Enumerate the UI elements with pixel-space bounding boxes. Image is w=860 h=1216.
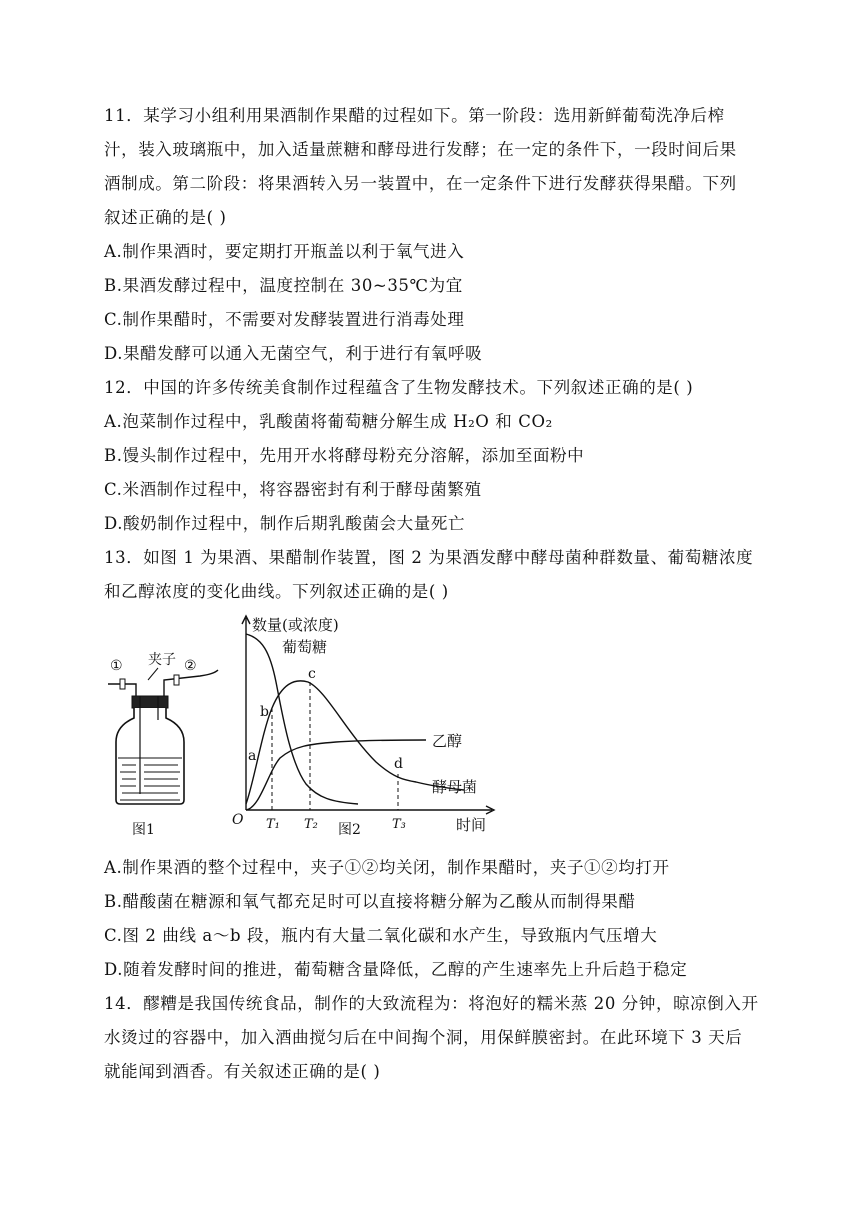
- origin-label: O: [232, 812, 244, 828]
- y-axis-label: 数量(或浓度): [252, 616, 339, 634]
- q11-option-b: B.果酒发酵过程中，温度控制在 30~35℃为宜: [104, 276, 463, 295]
- tube-2-label: ②: [184, 658, 197, 674]
- q11-stem-line-3: 酒制成。第二阶段：将果酒转入另一装置中，在一定条件下进行发酵获得果醋。下列: [104, 174, 737, 193]
- clip-label: 夹子: [148, 652, 176, 668]
- q13-option-b: B.醋酸菌在糖源和氧气都充足时可以直接将糖分解为乙酸从而制得果醋: [104, 892, 636, 911]
- q14-stem-line-1: 14．醪糟是我国传统食品，制作的大致流程为：将泡好的糯米蒸 20 分钟，晾凉倒入开: [104, 994, 759, 1013]
- point-a-label: a: [248, 748, 257, 764]
- q13-option-d: D.随着发酵时间的推进，葡萄糖含量降低，乙醇的产生速率先上升后趋于稳定: [104, 960, 688, 979]
- q12-option-b: B.馒头制作过程中，先用开水将酵母粉充分溶解，添加至面粉中: [104, 446, 585, 465]
- q14-stem-line-2: 水烫过的容器中，加入酒曲搅匀后在中间掏个洞，用保鲜膜密封。在此环境下 3 天后: [104, 1028, 743, 1047]
- q13-option-a: A.制作果酒的整个过程中，夹子①②均关闭，制作果醋时，夹子①②均打开: [104, 858, 670, 877]
- ethanol-label: 乙醇: [432, 732, 463, 750]
- q12-option-c: C.米酒制作过程中，将容器密封有利于酵母菌繁殖: [104, 480, 482, 499]
- q13-figure: [96, 612, 506, 844]
- point-b-label: b: [260, 704, 269, 720]
- yeast-label: 酵母菌: [432, 778, 478, 796]
- fermentation-bottle-diagram: [108, 652, 218, 838]
- q13-option-c: C.图 2 曲线 a～b 段，瓶内有大量二氧化碳和水产生，导致瓶内气压增大: [104, 926, 658, 945]
- q13-figure-svg: [96, 612, 506, 844]
- point-d-label: d: [394, 756, 403, 772]
- glucose-label: 葡萄糖: [282, 638, 328, 656]
- figure-2-caption: 图2: [338, 822, 361, 838]
- ethanol-curve: [246, 740, 426, 810]
- q11-option-d: D.果醋发酵可以通入无菌空气，利于进行有氧呼吸: [104, 344, 483, 363]
- q11-option-c: C.制作果醋时，不需要对发酵装置进行消毒处理: [104, 310, 465, 329]
- q14-stem-line-3: 就能闻到酒香。有关叙述正确的是( ): [104, 1062, 381, 1081]
- t1-label: T₁: [266, 817, 280, 832]
- q12-stem-line-1: 12．中国的许多传统美食制作过程蕴含了生物发酵技术。下列叙述正确的是( ): [104, 378, 694, 397]
- q13-stem-line-2: 和乙醇浓度的变化曲线。下列叙述正确的是( ): [104, 582, 449, 601]
- q11-stem-line-4: 叙述正确的是( ): [104, 208, 227, 227]
- t2-label: T₂: [304, 817, 318, 832]
- q11-option-a: A.制作果酒时，要定期打开瓶盖以利于氧气进入: [104, 242, 465, 261]
- point-c-label: c: [308, 666, 316, 682]
- t3-label: T₃: [392, 817, 406, 832]
- figure-1-caption: 图1: [132, 822, 155, 838]
- q11-stem-line-1: 11．某学习小组利用果酒制作果醋的过程如下。第一阶段：选用新鲜葡萄洗净后榨: [104, 106, 725, 125]
- q12-option-a: A.泡菜制作过程中，乳酸菌将葡萄糖分解生成 H₂O 和 CO₂: [104, 412, 553, 431]
- fermentation-curve-graph: [232, 616, 494, 838]
- q13-stem-line-1: 13．如图 1 为果酒、果醋制作装置，图 2 为果酒发酵中酵母菌种群数量、葡萄糖浓度: [104, 548, 754, 567]
- q12-option-d: D.酸奶制作过程中，制作后期乳酸菌会大量死亡: [104, 514, 466, 533]
- tube-1-label: ①: [110, 658, 123, 674]
- x-axis-label: 时间: [456, 816, 487, 834]
- q11-stem-line-2: 汁，装入玻璃瓶中，加入适量蔗糖和酵母进行发酵；在一定的条件下，一段时间后果: [104, 140, 737, 159]
